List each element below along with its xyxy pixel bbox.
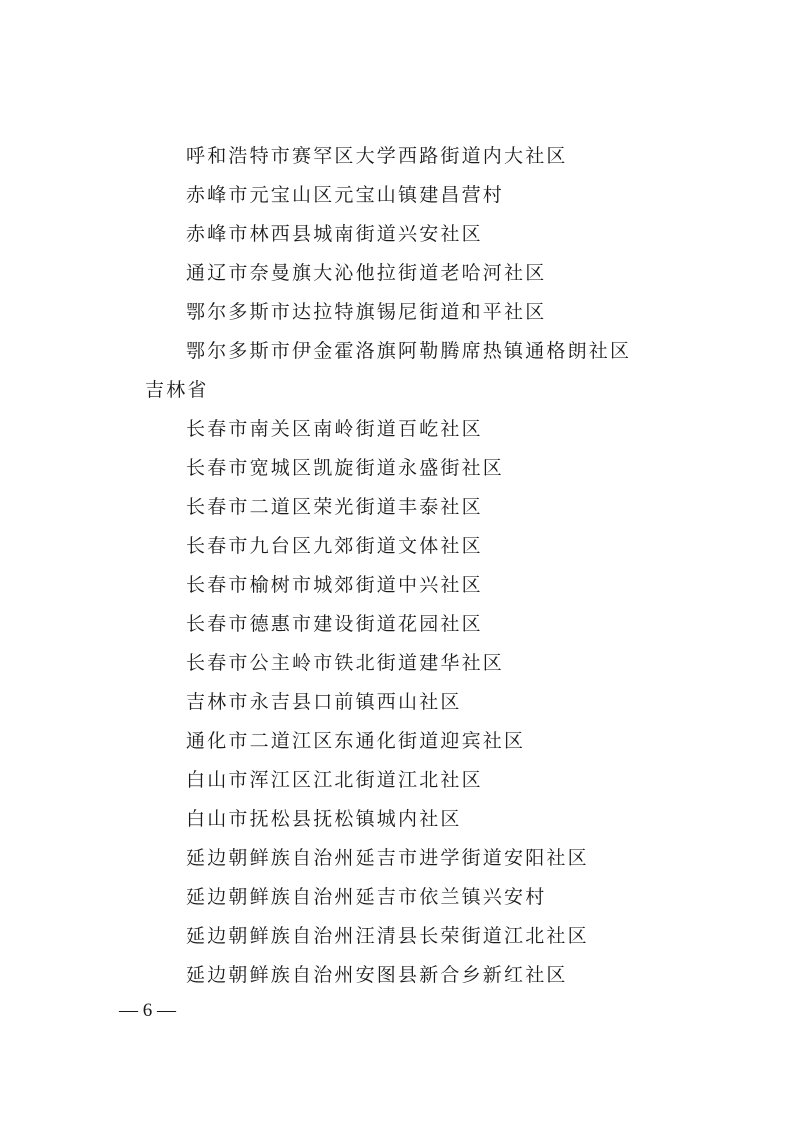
province-heading: 吉林省 bbox=[145, 379, 209, 401]
community-list bbox=[0, 137, 793, 995]
list-item: 通化市二道江区东通化街道迎宾社区 bbox=[186, 730, 526, 752]
list-item: 长春市南关区南岭街道百屹社区 bbox=[186, 418, 483, 440]
list-item: 呼和浩特市赛罕区大学西路街道内大社区 bbox=[186, 145, 568, 167]
list-item: 吉林市永吉县口前镇西山社区 bbox=[186, 691, 462, 713]
list-item: 鄂尔多斯市达拉特旗锡尼街道和平社区 bbox=[186, 301, 547, 323]
list-item: 长春市德惠市建设街道花园社区 bbox=[186, 613, 483, 635]
list-item: 赤峰市林西县城南街道兴安社区 bbox=[186, 223, 483, 245]
list-item: 长春市宽城区凯旋街道永盛街社区 bbox=[186, 457, 505, 479]
list-item: 长春市九台区九郊街道文体社区 bbox=[186, 535, 483, 557]
list-item: 长春市公主岭市铁北街道建华社区 bbox=[186, 652, 505, 674]
list-item: 延边朝鲜族自治州安图县新合乡新红社区 bbox=[186, 964, 568, 986]
page-number: — 6 — bbox=[119, 1000, 176, 1021]
list-item: 长春市二道区荣光街道丰泰社区 bbox=[186, 496, 483, 518]
list-item: 延边朝鲜族自治州延吉市依兰镇兴安村 bbox=[186, 886, 547, 908]
list-item: 延边朝鲜族自治州延吉市进学街道安阳社区 bbox=[186, 847, 589, 869]
list-item: 延边朝鲜族自治州汪清县长荣街道江北社区 bbox=[186, 925, 589, 947]
list-item: 白山市浑江区江北街道江北社区 bbox=[186, 769, 483, 791]
list-item: 赤峰市元宝山区元宝山镇建昌营村 bbox=[186, 184, 505, 206]
list-item: 通辽市奈曼旗大沁他拉街道老哈河社区 bbox=[186, 262, 547, 284]
list-item: 白山市抚松县抚松镇城内社区 bbox=[186, 808, 462, 830]
list-item: 长春市榆树市城郊街道中兴社区 bbox=[186, 574, 483, 596]
list-item: 鄂尔多斯市伊金霍洛旗阿勒腾席热镇通格朗社区 bbox=[186, 340, 632, 362]
